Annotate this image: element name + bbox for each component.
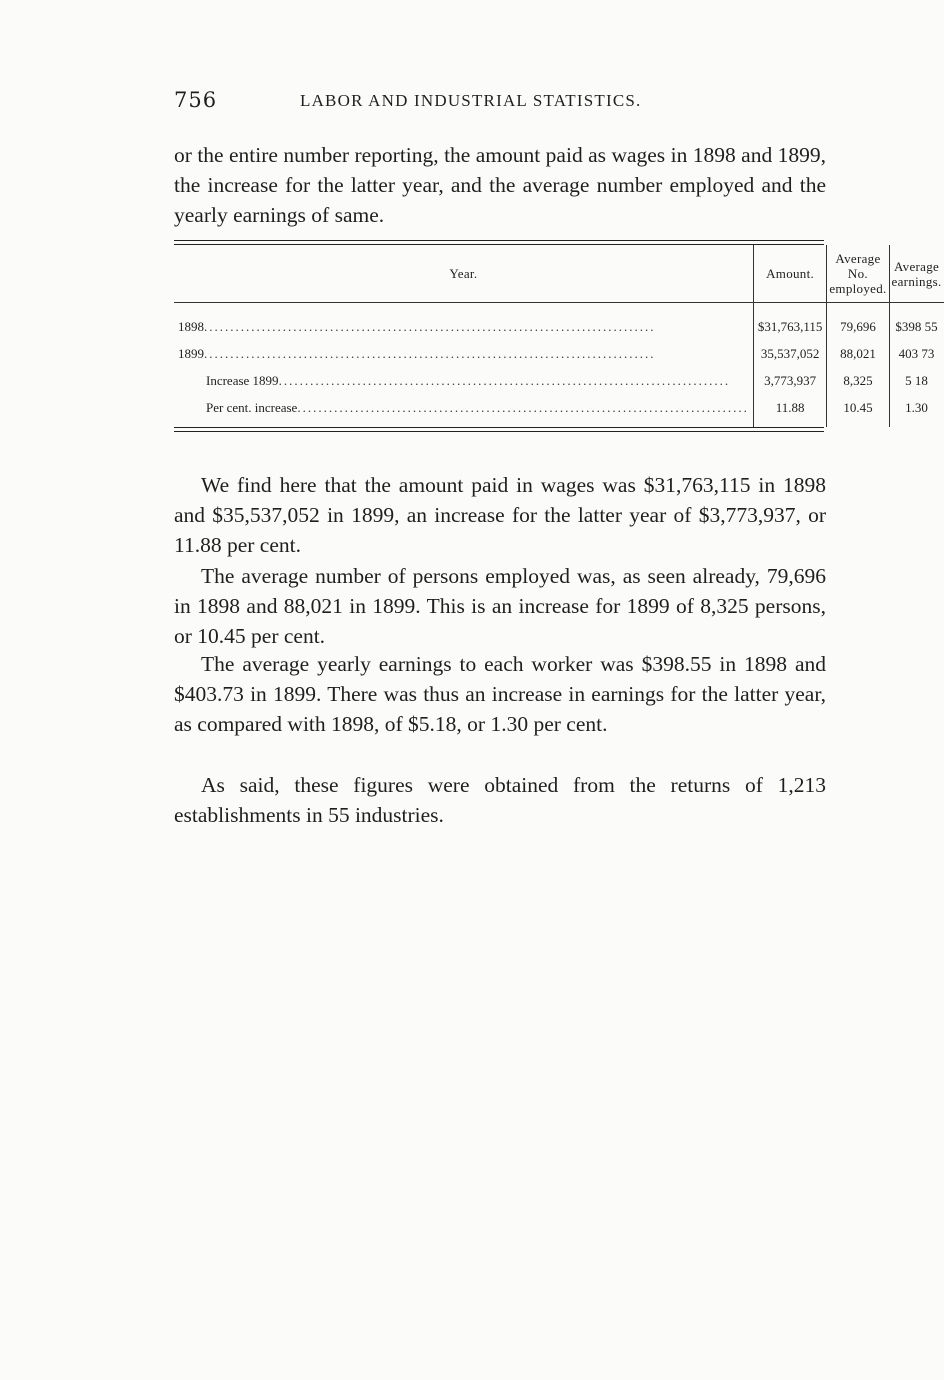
amount-cell: 11.88 — [753, 394, 827, 427]
header-amount: Amount. — [753, 245, 827, 303]
intro-paragraph: or the entire number reporting, the amount paid as wages in 1898 and 1899, the increase for the latter year, and the average number employed and the yearly earnings of same. — [174, 143, 826, 227]
wages-table — [174, 240, 942, 432]
paragraph-earnings: The average yearly earnings to each worker was $398.55 in 1898 and $403.73 in 1899. There was thus an increase in earnings for the latter year, as compared with 1898, of $5.18, or 1.30 per cent. — [174, 652, 826, 736]
employed-cell: 88,021 — [827, 340, 889, 367]
table-row — [174, 367, 944, 394]
stats-table — [174, 245, 944, 427]
amount-cell: 3,773,937 — [753, 367, 827, 394]
page-number: 756 — [174, 88, 218, 112]
row-label: 1899 — [178, 345, 204, 361]
table-row — [174, 394, 944, 427]
employed-cell: 10.45 — [827, 394, 889, 427]
table-bottom-rule — [174, 427, 824, 432]
employed-cell: 8,325 — [827, 367, 889, 394]
earnings-cell: 1.30 — [889, 394, 943, 427]
earnings-cell: $398 55 — [889, 303, 943, 341]
running-title: LABOR AND INDUSTRIAL STATISTICS. — [300, 91, 642, 110]
row-label: 1898 — [178, 318, 204, 334]
row-label-cell: Per cent. increase ...................................................................................... — [206, 399, 749, 415]
table-row — [174, 340, 944, 367]
table-header-row — [174, 245, 944, 303]
row-label-cell: 1898 ...................................................................................... — [178, 318, 656, 334]
amount-cell: 35,537,052 — [753, 340, 827, 367]
row-label-cell: 1899 ...................................................................................... — [178, 345, 656, 361]
amount-cell: $31,763,115 — [753, 303, 827, 341]
earnings-cell: 403 73 — [889, 340, 943, 367]
row-label-cell: Increase 1899 ...................................................................................... — [206, 372, 731, 388]
table-row — [174, 303, 944, 341]
paragraph-wages: We find here that the amount paid in wages was $31,763,115 in 1898 and $35,537,052 in 1899, an increase for the latter year of $3,773,937, or 11.88 per cent. — [174, 473, 826, 557]
row-label: Per cent. increase — [206, 399, 298, 415]
earnings-cell: 5 18 — [889, 367, 943, 394]
paragraph-sources: As said, these figures were obtained from the returns of 1,213 establishments in 55 industries. — [174, 773, 826, 827]
row-label: Increase 1899 — [206, 372, 279, 388]
header-employed: Average No. employed. — [827, 245, 889, 303]
employed-cell: 79,696 — [827, 303, 889, 341]
paragraph-employed: The average number of persons employed was, as seen already, 79,696 in 1898 and 88,021 in 1899. This is an increase for 1899 of 8,325 persons, or 10.45 per cent. — [174, 564, 826, 648]
page-header — [174, 88, 826, 116]
header-earnings: Average earnings. — [889, 245, 943, 303]
header-year: Year. — [174, 245, 753, 303]
